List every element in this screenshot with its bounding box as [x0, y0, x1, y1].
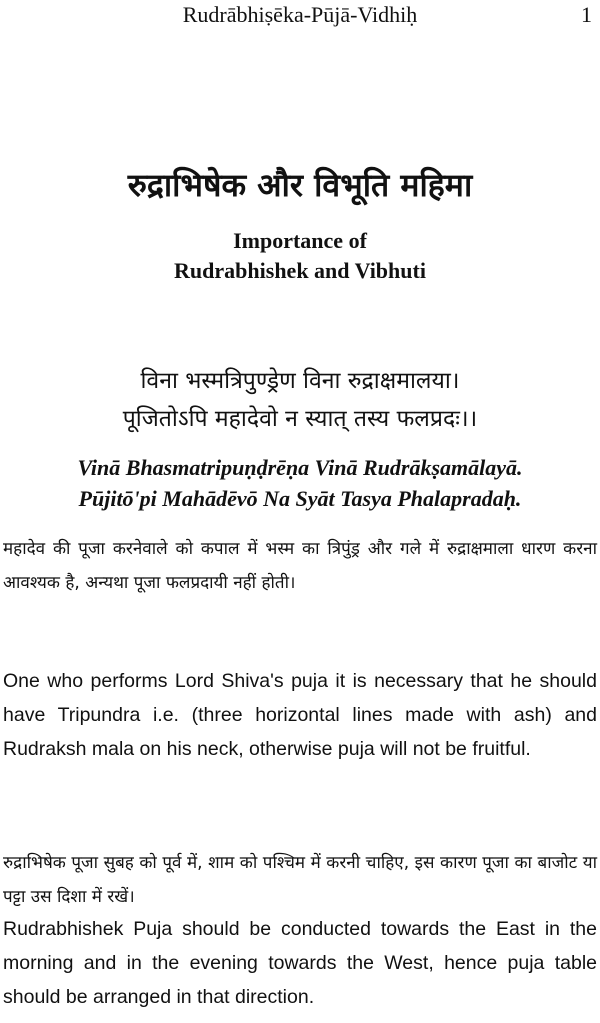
english-paragraph-2: Rudrabhishek Puja should be conducted towards the East in the morning and in the evening towards the West, hence puja table should be arranged in that direction.: [3, 918, 597, 1008]
hindi-paragraph-2: रुद्राभिषेक पूजा सुबह को पूर्व में, शाम को पश्चिम में करनी चाहिए, इस कारण पूजा का बाजोट या पट्टा उस दिशा में रखें।: [3, 853, 597, 907]
page-header: [0, 2, 600, 32]
running-title: Rudrābhiṣēka-Pūjā-Vidhiḥ: [182, 2, 418, 27]
sanskrit-verse-line2: पूजितोऽपि महादेवो न स्यात् तस्य फलप्रदः।।: [122, 406, 478, 432]
chapter-title-hindi: रुद्राभिषेक और विभूति महिमा: [127, 166, 473, 204]
transliteration-line2: Pūjitō'pi Mahādēvō Na Syāt Tasya Phalapradaḥ.: [78, 486, 522, 511]
hindi-paragraph-1: महादेव की पूजा करनेवाले को कपाल में भस्म का त्रिपुंड्र और गले में रुद्राक्षमाला धारण करना आवश्यक है, अन्यथा पूजा फलप्रदायी नहीं होती।: [3, 539, 597, 593]
chapter-title-english-line1: Importance of: [233, 228, 367, 253]
sanskrit-verse-line1: विना भस्मत्रिपुण्ड्रेण विना रुद्राक्षमालया।: [140, 368, 460, 394]
chapter-title-english-line2: Rudrabhishek and Vibhuti: [174, 258, 426, 283]
page-number: 1: [581, 2, 592, 27]
transliteration-line1: Vinā Bhasmatripuṇḍrēṇa Vinā Rudrākṣamālayā.: [77, 455, 523, 480]
english-paragraph-1: One who performs Lord Shiva's puja it is necessary that he should have Tripundra i.e. (three horizontal lines made with ash) and Rudraksh mala on his neck, otherwise puja will not be fruitful.: [3, 670, 597, 760]
